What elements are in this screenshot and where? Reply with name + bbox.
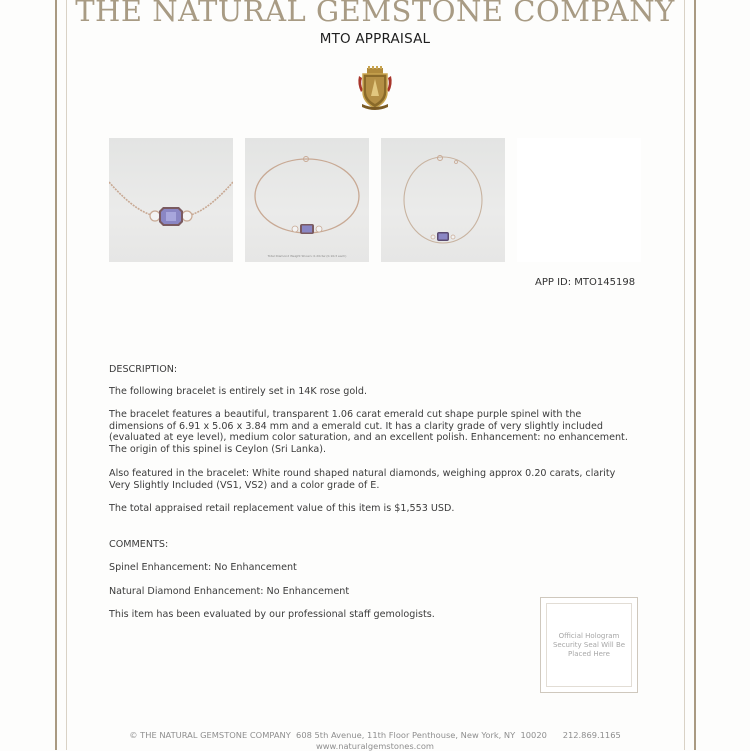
page-border-outer-right bbox=[694, 0, 696, 750]
crest-logo-icon bbox=[356, 66, 394, 112]
comment-item: Natural Diamond Enhancement: No Enhancement bbox=[109, 586, 350, 597]
description-paragraph: Also featured in the bracelet: White round shaped natural diamonds, weighing approx 0.20 carats, clarity Very Slightly Included (VS1, VS2) and a color grade of E. bbox=[109, 468, 616, 491]
comments-heading: COMMENTS: bbox=[109, 539, 169, 550]
product-photo-blank bbox=[517, 138, 641, 262]
product-photo-closeup bbox=[109, 138, 233, 262]
page-border-outer-left bbox=[55, 0, 57, 750]
seal-inner-frame bbox=[546, 603, 632, 687]
appraised-value: The total appraised retail replacement value of this item is $1,553 USD. bbox=[109, 503, 455, 514]
product-photo-full-top bbox=[381, 138, 505, 262]
company-name: THE NATURAL GEMSTONE COMPANY bbox=[75, 0, 675, 28]
description-paragraph: The following bracelet is entirely set in 14K rose gold. bbox=[109, 386, 368, 397]
hologram-seal-placeholder bbox=[540, 597, 638, 693]
description-paragraph: The bracelet features a beautiful, transparent 1.06 carat emerald cut shape purple spinel with the dimensions of 6.91 x 5.06 x 3.84 mm and a emerald cut. It has a clarity grade of very slightly included (evaluated at eye level), medium color saturation, and an excellent polish. Enhancement: no enhancement. The origin of this spinel is Ceylon (Sri Lanka). bbox=[109, 409, 628, 455]
comment-item: Spinel Enhancement: No Enhancement bbox=[109, 562, 297, 573]
footer-website-link[interactable]: www.naturalgemstones.com bbox=[315, 741, 435, 751]
description-heading: DESCRIPTION: bbox=[109, 364, 178, 375]
photo-caption: Total Diamond Weight Shown: 0.20ctw (0.10ct each) bbox=[267, 254, 347, 258]
seal-text: Official Hologram Security Seal Will Be Placed Here bbox=[552, 631, 626, 658]
page-border-inner-right bbox=[684, 0, 685, 750]
appraisal-id: APP ID: MTO145198 bbox=[535, 277, 636, 288]
page-border-inner-left bbox=[66, 0, 67, 750]
product-photo-full-front bbox=[245, 138, 369, 262]
document-title: MTO APPRAISAL bbox=[319, 31, 431, 47]
footer-address: © THE NATURAL GEMSTONE COMPANY 608 5th Avenue, 11th Floor Penthouse, New York, NY 10020 212.869.1165 bbox=[129, 730, 621, 740]
comment-item: This item has been evaluated by our professional staff gemologists. bbox=[109, 609, 435, 620]
